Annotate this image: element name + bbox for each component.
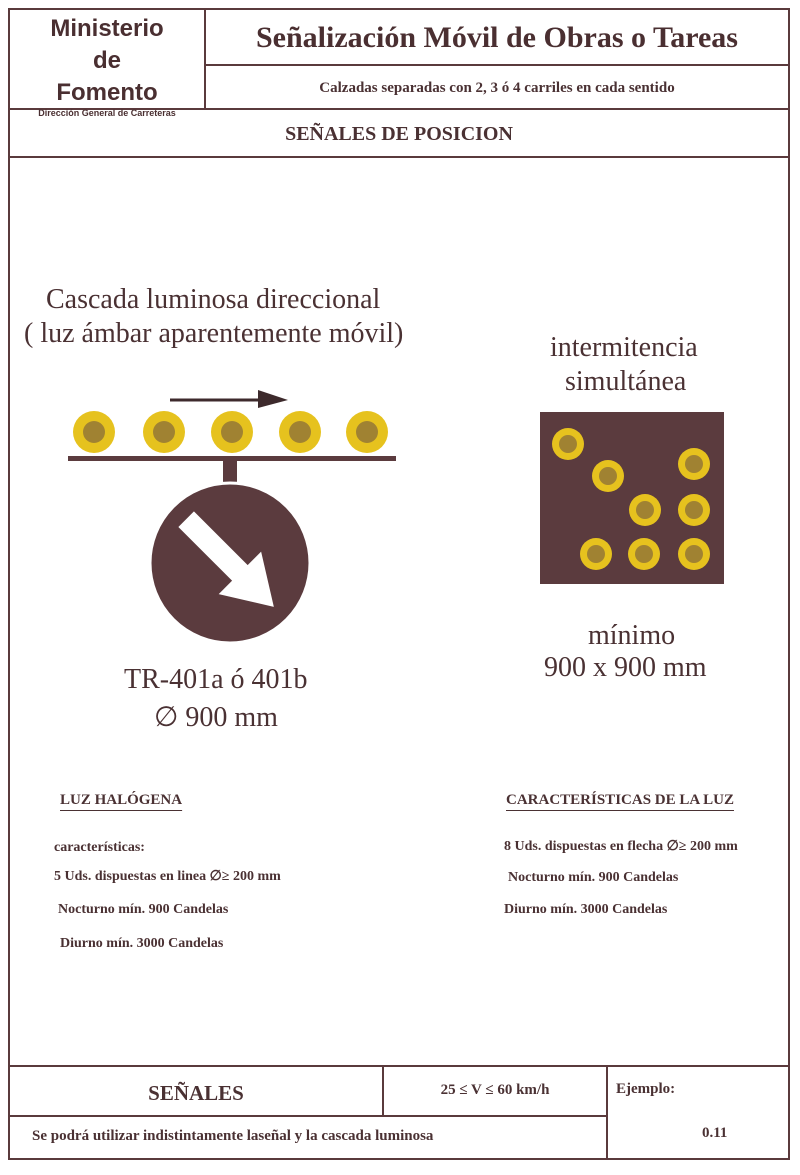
lamp-bar <box>68 456 396 461</box>
cascade-lamp-5 <box>346 411 388 453</box>
light-line2: Nocturno mín. 900 Candelas <box>508 870 679 885</box>
example-number: 0.11 <box>702 1125 728 1141</box>
panel-lamp-2 <box>592 460 624 492</box>
sign-diameter <box>154 700 278 734</box>
ministry-name-line3: Fomento <box>56 79 158 106</box>
diameter-value: 900 mm <box>185 702 278 733</box>
footer-note: Se podrá utilizar indistintamente laseñal y la cascada luminosa <box>10 1117 608 1158</box>
flash-caption-line2: simultánea <box>565 366 687 397</box>
light-line1: 8 Uds. dispuestas en flecha ∅≥ 200 mm <box>504 839 738 854</box>
panel-lamp-6 <box>580 538 612 570</box>
cascade-lamp-3 <box>211 411 253 453</box>
halogen-line2: Nocturno mín. 900 Candelas <box>58 902 229 917</box>
example-label: Ejemplo: <box>616 1081 676 1097</box>
halogen-line1: 5 Uds. dispuestas en linea ∅≥ 200 mm <box>54 869 281 884</box>
footer <box>10 1065 788 1158</box>
light-line3: Diurno mín. 3000 Candelas <box>504 902 668 917</box>
diameter-symbol: ∅ <box>154 702 179 733</box>
halogen-label: características: <box>54 840 145 855</box>
sign-post <box>223 461 237 485</box>
halogen-line3: Diurno mín. 3000 Candelas <box>60 936 224 951</box>
ministry-logo <box>10 10 206 118</box>
flash-caption-line1: intermitencia <box>550 332 698 363</box>
ministry-name-line2: de <box>92 47 121 74</box>
directorate-name: Dirección General de Carreteras <box>38 108 176 118</box>
sign-code: TR-401a ó 401b <box>124 664 308 695</box>
cascade-sign-illustration <box>10 380 410 660</box>
cascade-caption-line1: Cascada luminosa direccional <box>46 284 381 315</box>
cascade-caption-line2: ( luz ámbar aparentemente móvil) <box>24 318 404 349</box>
footer-speed: 25 ≤ V ≤ 60 km/h <box>384 1067 608 1117</box>
document-title: Señalización Móvil de Obras o Tareas <box>206 10 788 66</box>
min-label: mínimo <box>588 620 676 651</box>
panel-lamp-5 <box>678 494 710 526</box>
panel-lamp-7 <box>628 538 660 570</box>
flashing-arrow-panel <box>540 412 726 586</box>
panel-lamp-3 <box>678 448 710 480</box>
cascade-lamp-2 <box>143 411 185 453</box>
cascade-lamp-4 <box>279 411 321 453</box>
cascade-lamp-1 <box>73 411 115 453</box>
footer-signals: SEÑALES <box>10 1067 384 1117</box>
flow-arrow-head <box>258 390 288 408</box>
footer-example <box>608 1067 788 1158</box>
panel-lamp-1 <box>552 428 584 460</box>
panel-lamp-8 <box>678 538 710 570</box>
page-frame <box>8 8 790 1160</box>
section-title: SEÑALES DE POSICION <box>10 110 788 158</box>
panel-lamp-4 <box>629 494 661 526</box>
halogen-heading: LUZ HALÓGENA <box>60 792 183 808</box>
light-heading: CARACTERÍSTICAS DE LA LUZ <box>506 792 734 808</box>
min-size: 900 x 900 mm <box>544 652 707 683</box>
document-subtitle: Calzadas separadas con 2, 3 ó 4 carriles en cada sentido <box>206 66 788 110</box>
ministry-name-line1: Ministerio <box>50 15 164 42</box>
